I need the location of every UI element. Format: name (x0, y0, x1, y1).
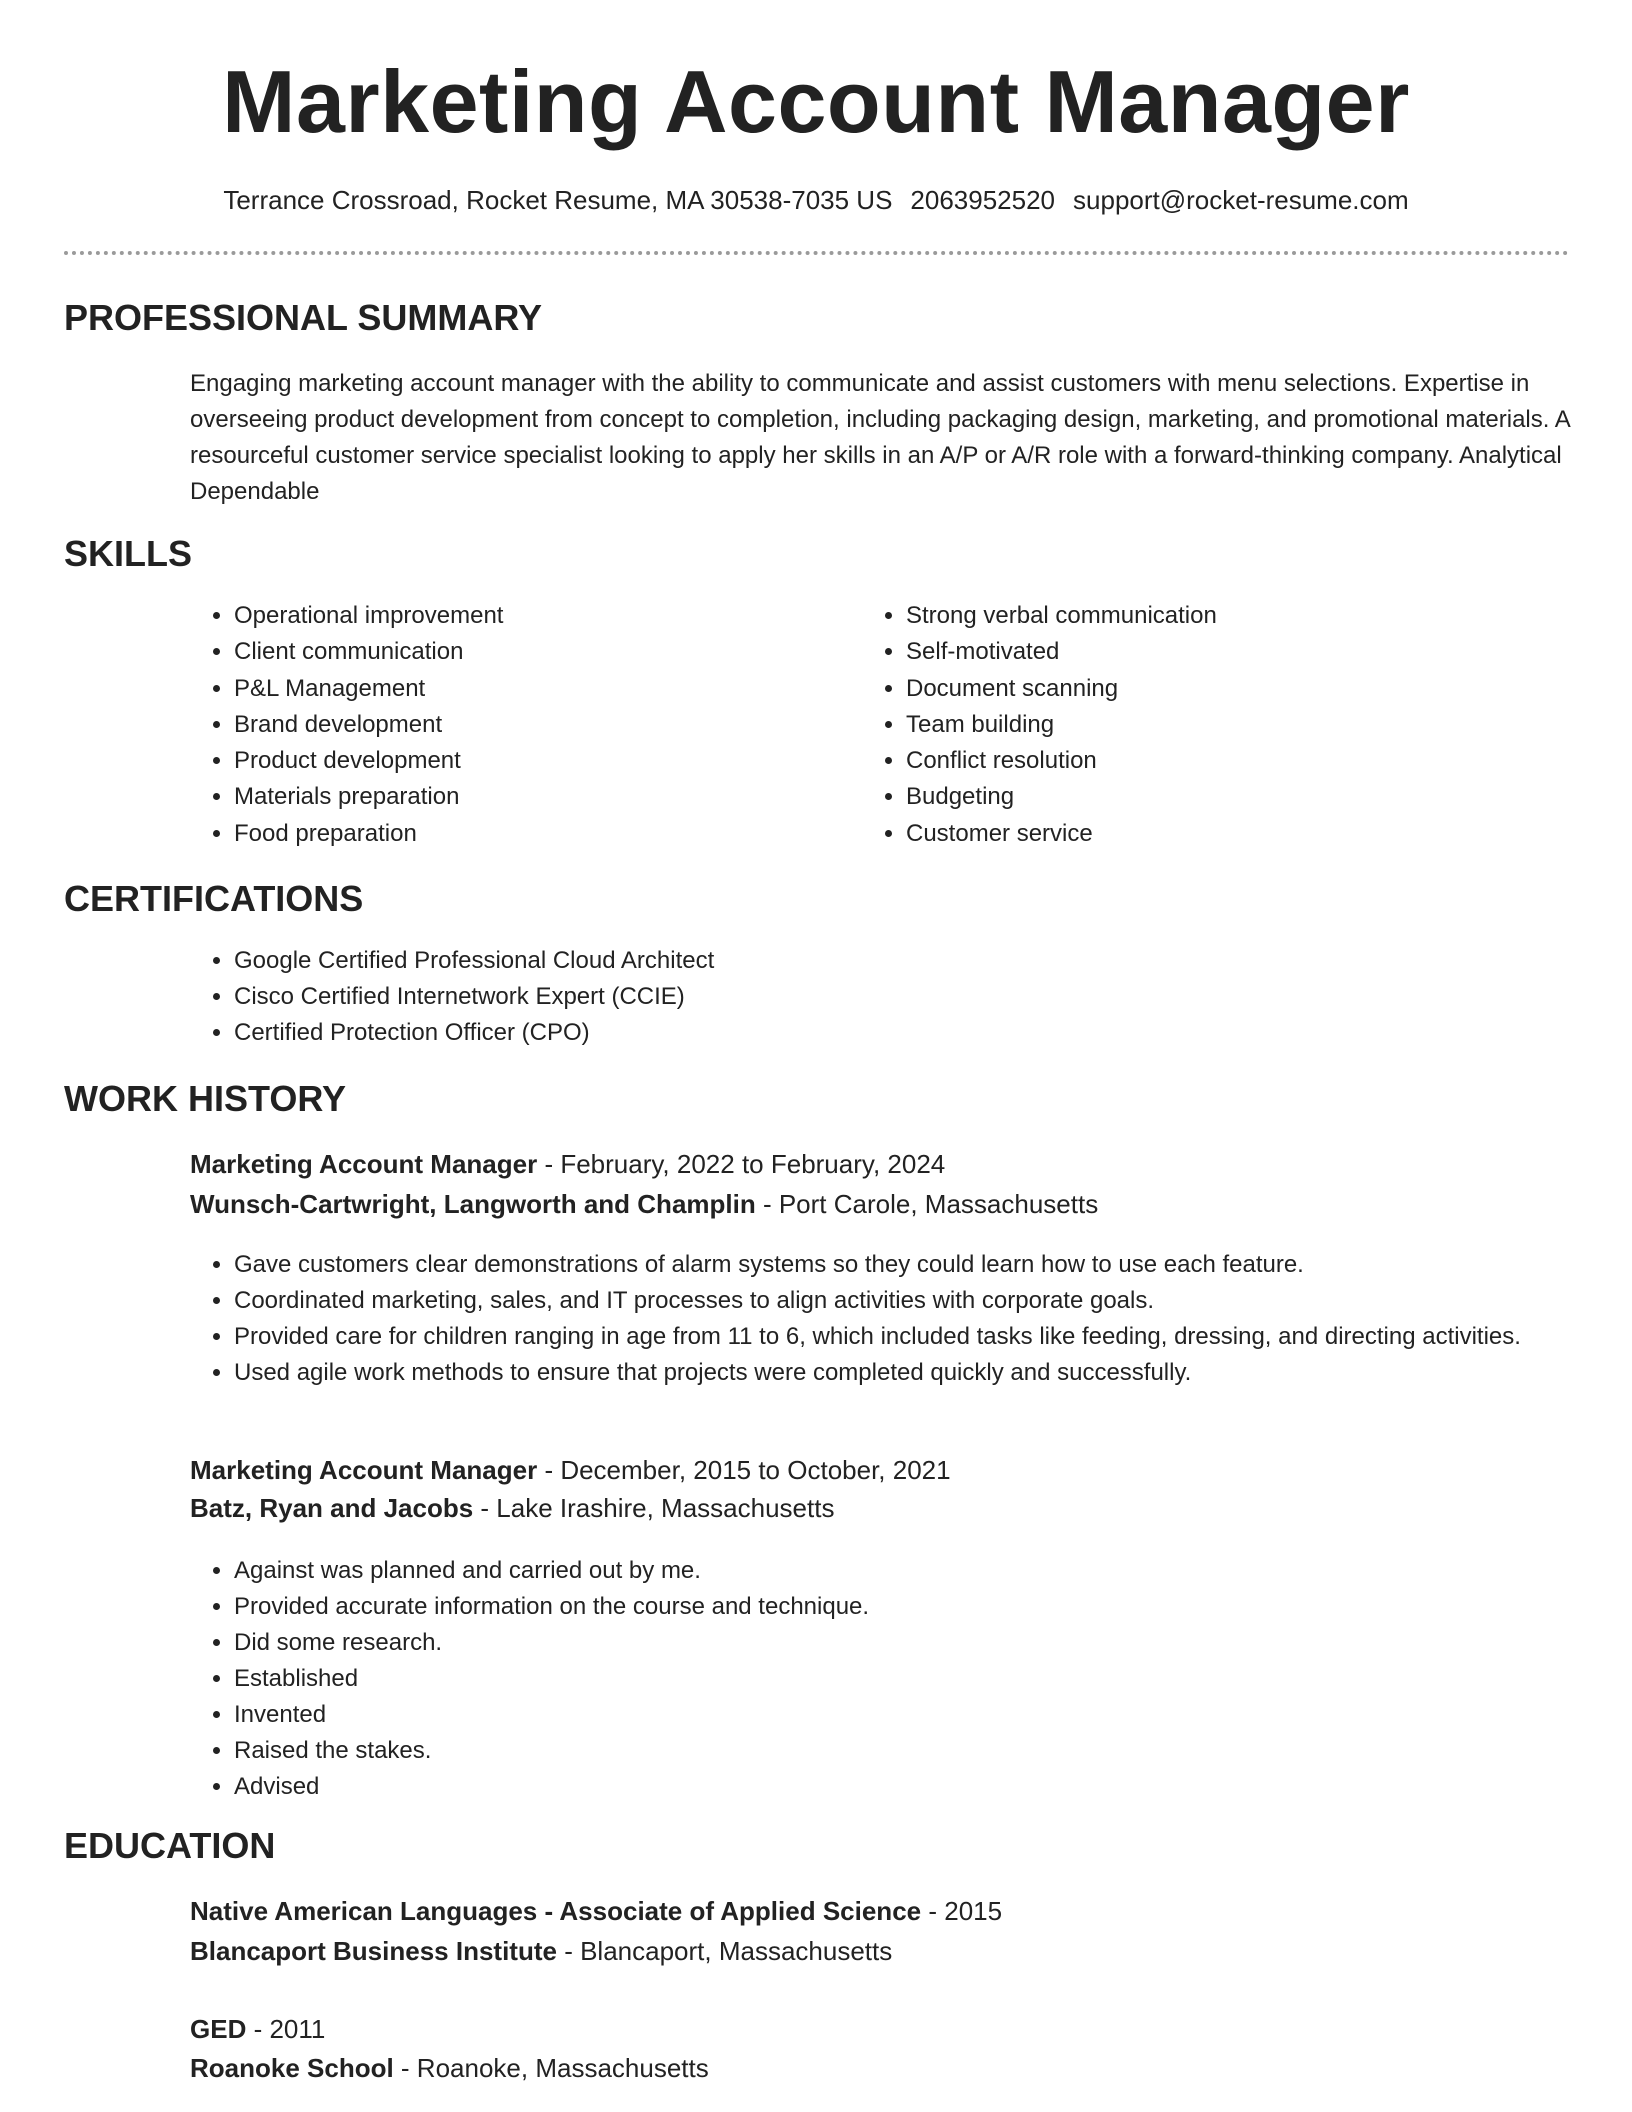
skills-list-left (190, 598, 854, 852)
certifications-list (190, 943, 1534, 1051)
job-dates: - December, 2015 to October, 2021 (537, 1455, 951, 1485)
education-1-degree-line (190, 1892, 1002, 1930)
certifications-heading: CERTIFICATIONS (64, 878, 364, 919)
education-location: - Roanoke, Massachusetts (393, 2053, 709, 2083)
list-item: • Did some research. (234, 1625, 1534, 1661)
education-school: Blancaport Business Institute (190, 1936, 557, 1966)
list-item: • Provided accurate information on the course and technique. (234, 1589, 1534, 1625)
contact-phone: 2063952520 (910, 185, 1056, 215)
list-item: • Certified Protection Officer (CPO) (234, 1015, 1534, 1051)
list-item: • Google Certified Professional Cloud Architect (234, 943, 1534, 979)
list-item: • Product development (234, 743, 854, 779)
list-item: • Conflict resolution (906, 743, 1526, 779)
education-location: - Blancaport, Massachusetts (556, 1936, 893, 1966)
list-item: • Established (234, 1661, 1534, 1697)
education-1-school-line (190, 1932, 892, 1970)
job-2-title-line (190, 1451, 951, 1489)
list-item: • Cisco Certified Internetwork Expert (CCIE) (234, 979, 1534, 1015)
list-item: • Brand development (234, 707, 854, 743)
list-item: • Gave customers clear demonstrations of alarm systems so they could learn how to use each feature. (234, 1247, 1534, 1283)
list-item: • Strong verbal communication (906, 598, 1526, 634)
summary-text: Engaging marketing account manager with the ability to communicate and assist customers with menu selections. Expertise in overseeing product development from concept to completion, including packaging design, marketing, and promotional materials. A resourceful customer service specialist looking to apply her skills in an A/P or A/R role with a forward-thinking company. Analytical Dependable (190, 370, 1570, 505)
header-divider (64, 251, 1569, 255)
work-history-heading: WORK HISTORY (64, 1078, 347, 1119)
list-item: • Self-motivated (906, 634, 1526, 670)
contact-line (0, 182, 1632, 218)
list-item: • Operational improvement (234, 598, 854, 634)
education-2-degree-line (190, 2010, 325, 2048)
education-year: - 2011 (246, 2014, 326, 2044)
list-item: • Client communication (234, 634, 854, 670)
list-item: • Raised the stakes. (234, 1733, 1534, 1769)
list-item: • Budgeting (906, 779, 1526, 815)
job-company: Batz, Ryan and Jacobs (190, 1493, 474, 1523)
education-heading: EDUCATION (64, 1825, 276, 1866)
page-title: Marketing Account Manager (222, 52, 1410, 151)
list-item: • Materials preparation (234, 779, 854, 815)
job-2-company-line (190, 1489, 834, 1527)
job-company: Wunsch-Cartwright, Langworth and Champlin (190, 1189, 756, 1219)
skills-list-right (862, 598, 1526, 852)
list-item: • P&L Management (234, 671, 854, 707)
job-title: Marketing Account Manager (190, 1455, 538, 1485)
education-year: - 2015 (921, 1896, 1003, 1926)
list-item: • Provided care for children ranging in age from 11 to 6, which included tasks like feeding, dressing, and directing activities. (234, 1319, 1534, 1355)
education-2-school-line (190, 2049, 709, 2087)
education-degree: Native American Languages - Associate of Applied Science (190, 1896, 922, 1926)
job-2-bullets (190, 1553, 1534, 1805)
summary-heading: PROFESSIONAL SUMMARY (64, 297, 543, 338)
list-item: • Team building (906, 707, 1526, 743)
skills-heading: SKILLS (64, 533, 193, 574)
list-item: • Food preparation (234, 816, 854, 852)
education-school: Roanoke School (190, 2053, 394, 2083)
list-item: • Document scanning (906, 671, 1526, 707)
list-item: • Coordinated marketing, sales, and IT processes to align activities with corporate goals. (234, 1283, 1534, 1319)
list-item: • Invented (234, 1697, 1534, 1733)
job-title: Marketing Account Manager (190, 1149, 538, 1179)
job-1-company-line (190, 1185, 1098, 1223)
job-1-bullets (190, 1247, 1534, 1391)
list-item: • Advised (234, 1769, 1534, 1805)
job-location: - Port Carole, Massachusetts (755, 1189, 1099, 1219)
job-1-title-line (190, 1145, 945, 1183)
list-item: • Against was planned and carried out by me. (234, 1553, 1534, 1589)
job-dates: - February, 2022 to February, 2024 (537, 1149, 946, 1179)
job-location: - Lake Irashire, Massachusetts (473, 1493, 835, 1523)
list-item: • Customer service (906, 816, 1526, 852)
list-item: • Used agile work methods to ensure that projects were completed quickly and successfully. (234, 1355, 1534, 1391)
education-degree: GED (190, 2014, 247, 2044)
contact-email: support@rocket-resume.com (1073, 185, 1409, 215)
contact-address: Terrance Crossroad, Rocket Resume, MA 30538-7035 US (223, 185, 893, 215)
